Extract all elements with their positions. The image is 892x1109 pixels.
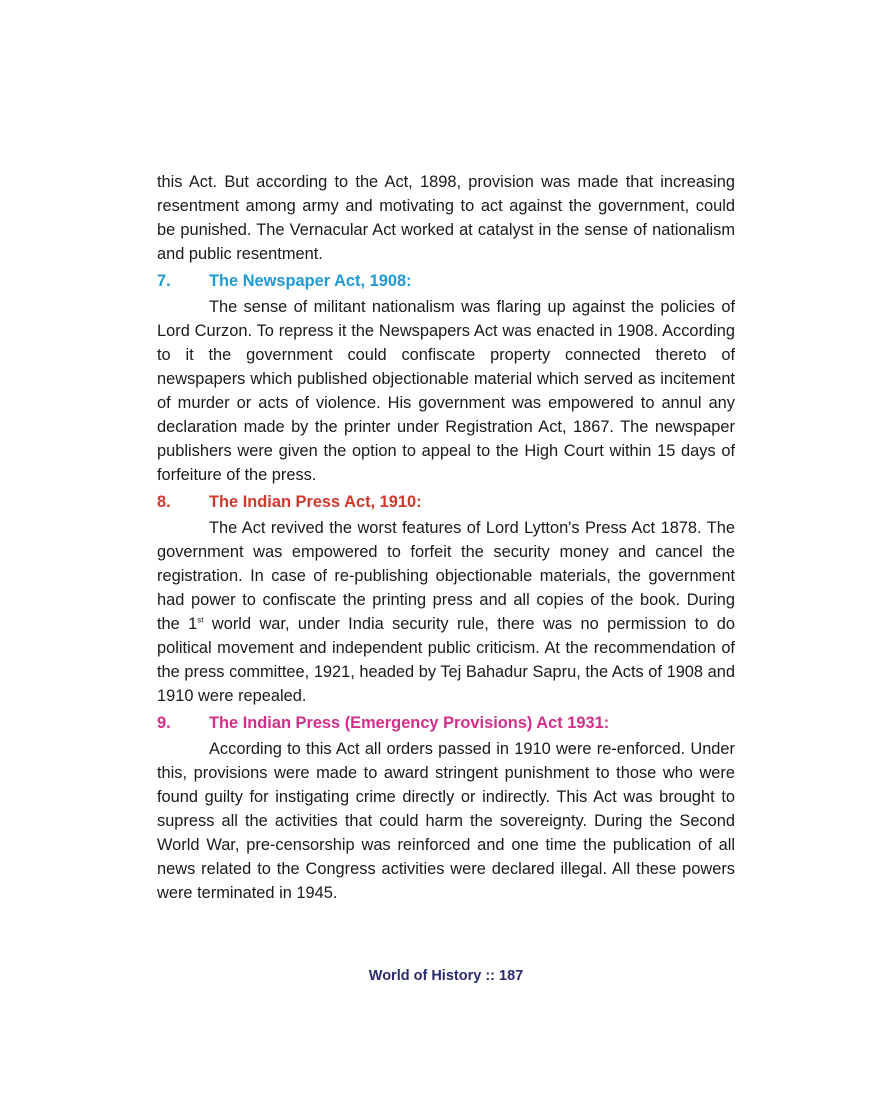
section-9-body: According to this Act all orders passed in 1910 were re-enforced. Under this, provisions were made to award stringent punishment to those who were found guilty for instigating crime directly or indirectly. This Act was brought to supress all the activities that could harm the sovereignty. During the Second World War, pre-censorship was reinforced and one time the publication of all news related to the Congress activities were declared illegal. All these powers were terminated in 1945. [157,740,735,902]
section-7-body: The sense of militant nationalism was flaring up against the policies of Lord Curzon. To repress it the Newspapers Act was enacted in 1908. According to it the government could confiscate property connected thereto of newspapers which published objectionable material which served as incitement of murder or acts of violence. His government was empowered to annul any declaration made by the printer under Registration Act, 1867. The newspaper publishers were given the option to appeal to the High Court within 15 days of forfeiture of the press. [157,298,735,484]
section-8-body-part2: world war, under India security rule, there was no permission to do political movement and independent public criticism. At the recommendation of the press committee, 1921, headed by Tej Bahadur Sapru, the Acts of 1908 and 1910 were repealed. [157,615,735,705]
section-9-title: The Indian Press (Emergency Provisions) Act 1931: [209,714,610,732]
page-footer: World of History :: 187 [368,968,524,984]
page-body [157,170,735,905]
section-7-number: 7. [157,272,171,290]
section-8-body [157,516,735,708]
intro-paragraph: this Act. But according to the Act, 1898, provision was made that increasing resentment among army and motivating to act against the government, could be punished. The Vernacular Act worked at catalyst in the sense of nationalism and public resentment. [157,173,735,263]
section-8-ordinal-sup: st [197,615,204,625]
section-9-heading [157,711,735,735]
section-9-number: 9. [157,714,171,732]
section-8-body-part1: The Act revived the worst features of Lord Lytton's Press Act 1878. The government was empowered to forfeit the security money and cancel the registration. In case of re-publishing objectionable materials, the government had power to confiscate the printing press and all copies of the book. During the 1 [157,519,735,633]
section-7-heading [157,269,735,293]
section-8-number: 8. [157,493,171,511]
section-7-title: The Newspaper Act, 1908: [209,272,412,290]
section-8-title: The Indian Press Act, 1910: [209,493,422,511]
section-8-heading [157,490,735,514]
